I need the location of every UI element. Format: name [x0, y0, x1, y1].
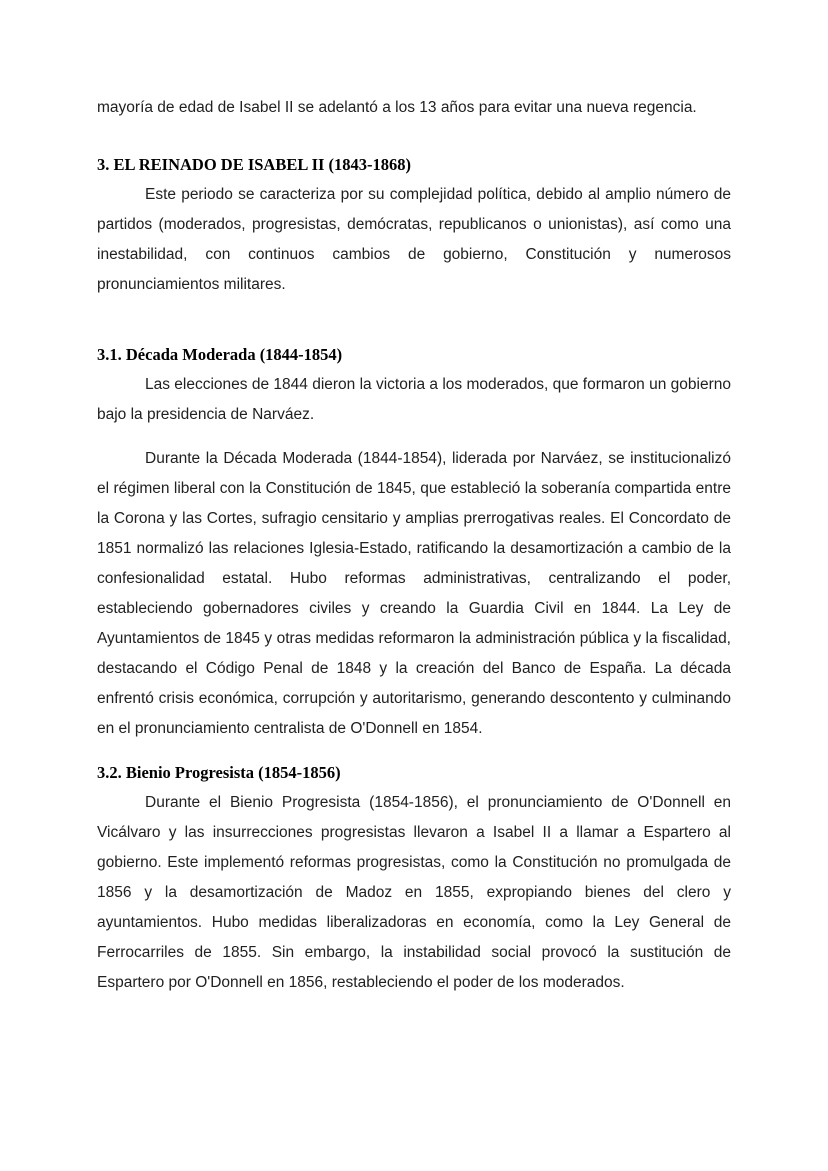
heading-bienio-progresista: 3.2. Bienio Progresista (1854-1856) — [97, 763, 341, 782]
paragraph-elecciones-1844: Las elecciones de 1844 dieron la victoria a los moderados, que formaron un gobierno bajo la presidencia de Narváez. — [97, 376, 731, 423]
heading-reinado-isabel-ii: 3. EL REINADO DE ISABEL II (1843-1868) — [97, 155, 412, 174]
paragraph-intro-continuation: mayoría de edad de Isabel II se adelantó a los 13 años para evitar una nueva regencia. — [97, 99, 697, 116]
paragraph-periodo-overview: Este periodo se caracteriza por su complejidad política, debido al amplio número de partidos (moderados, progresistas, demócratas, republicanos o unionistas), así como una inestabilidad, con continuos cambios de gobierno, Constitución y numerosos pronunciamientos militares. — [97, 186, 731, 293]
document-body — [97, 93, 731, 998]
paragraph-decada-moderada-detalle: Durante la Década Moderada (1844-1854), liderada por Narváez, se institucionalizó el régimen liberal con la Constitución de 1845, que estableció la soberanía compartida entre la Corona y las Cortes, sufragio censitario y amplias prerrogativas reales. El Concordato de 1851 normalizó las relaciones Iglesia-Estado, ratificando la desamortización a cambio de la confesionalidad estatal. Hubo reformas administrativas, centralizando el poder, estableciendo gobernadores civiles y creando la Guardia Civil en 1844. La Ley de Ayuntamientos de 1845 y otras medidas reformaron la administración pública y la fiscalidad, destacando el Código Penal de 1848 y la creación del Banco de España. La década enfrentó crisis económica, corrupción y autoritarismo, generando descontento y culminando en el pronunciamiento centralista de O'Donnell en 1854. — [97, 450, 731, 737]
heading-decada-moderada: 3.1. Década Moderada (1844-1854) — [97, 345, 343, 364]
paragraph-bienio-progresista-detalle: Durante el Bienio Progresista (1854-1856), el pronunciamiento de O'Donnell en Vicálvaro y las insurrecciones progresistas llevaron a Isabel II a llamar a Espartero al gobierno. Este implementó reformas progresistas, como la Constitución no promulgada de 1856 y la desamortización de Madoz en 1855, expropiando bienes del clero y ayuntamientos. Hubo medidas liberalizadoras en economía, como la Ley General de Ferrocarriles de 1855. Sin embargo, la instabilidad social provocó la sustitución de Espartero por O'Donnell en 1856, restableciendo el poder de los moderados. — [97, 794, 731, 991]
